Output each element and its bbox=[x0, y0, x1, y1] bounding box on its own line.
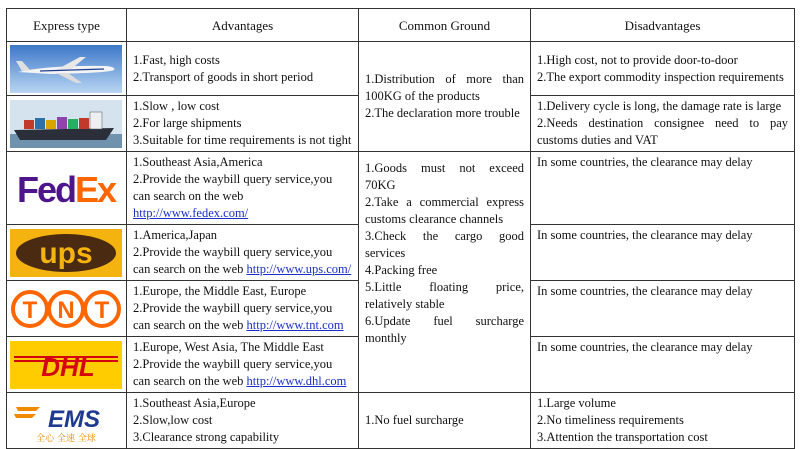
svg-text:T: T bbox=[94, 296, 110, 324]
list-item: 2.Take a commercial express customs clearance channels bbox=[365, 195, 524, 226]
svg-text:EMS: EMS bbox=[47, 405, 101, 433]
list-item: 2.Needs destination consignee need to pay customs duties and VAT bbox=[537, 116, 788, 147]
list-item: 2.Transport of goods in short period bbox=[133, 69, 314, 84]
list-item: 2.Provide the waybill query service,you can search on the web bbox=[133, 301, 333, 332]
list-item: 1.Europe, the Middle East, Europe bbox=[133, 284, 307, 298]
table-row bbox=[7, 393, 795, 449]
svg-text:ups: ups bbox=[39, 236, 93, 270]
header-common-ground: Common Ground bbox=[359, 9, 531, 42]
dhl-icon bbox=[10, 341, 122, 389]
list-item: 1.Europe, West Asia, The Middle East bbox=[133, 340, 324, 354]
ems-icon bbox=[10, 397, 122, 445]
list-item: 3.Attention the transportation cost bbox=[537, 430, 708, 444]
dhl-disadvantages: In some countries, the clearance may delay bbox=[531, 337, 795, 393]
courier-common-ground bbox=[359, 152, 531, 393]
list-item: 2.Provide the waybill query service,you can search on the web bbox=[133, 245, 333, 276]
list-item: 2.Provide the waybill query service,you can search on the web bbox=[133, 357, 333, 388]
fedex-disadvantages: In some countries, the clearance may delay bbox=[531, 152, 795, 225]
list-item: 1.Large volume bbox=[537, 396, 616, 410]
dhl-logo bbox=[7, 337, 127, 393]
list-item: 6.Update fuel surcharge monthly bbox=[365, 314, 524, 345]
list-item: 1.Southeast Asia,Europe bbox=[133, 396, 256, 410]
list-item: 1.Delivery cycle is long, the damage rate is large bbox=[537, 99, 782, 113]
fedex-icon bbox=[10, 164, 122, 212]
ems-common-ground: 1.No fuel surcharge bbox=[359, 393, 531, 449]
air-freight-advantages bbox=[127, 42, 359, 96]
tnt-link[interactable]: http://www.tnt.com bbox=[246, 318, 344, 332]
air-freight-image bbox=[7, 42, 127, 96]
ups-link[interactable]: http://www.ups.com/ bbox=[246, 262, 352, 276]
header-express-type: Express type bbox=[7, 9, 127, 42]
list-item: 2.No timeliness requirements bbox=[537, 413, 684, 427]
list-item: 2.The declaration more trouble bbox=[365, 106, 520, 120]
list-item: 2.Slow,low cost bbox=[133, 413, 213, 427]
ems-advantages bbox=[127, 393, 359, 449]
dhl-link[interactable]: http://www.dhl.com bbox=[246, 374, 347, 388]
list-item: 1.Distribution of more than 100KG of the products bbox=[365, 72, 524, 103]
tnt-logo bbox=[7, 281, 127, 337]
header-disadvantages: Disadvantages bbox=[531, 9, 795, 42]
express-comparison-table bbox=[6, 8, 795, 449]
list-item: 1.Fast, high costs bbox=[133, 52, 220, 67]
ups-advantages bbox=[127, 225, 359, 281]
air-freight-disadvantages bbox=[531, 42, 795, 96]
header-row bbox=[7, 9, 795, 42]
tnt-icon bbox=[10, 285, 122, 333]
list-item: 5.Little floating price, relatively stable bbox=[365, 280, 524, 311]
tnt-disadvantages: In some countries, the clearance may delay bbox=[531, 281, 795, 337]
list-item: 3.Suitable for time requirements is not tight bbox=[133, 133, 352, 147]
table-row bbox=[7, 42, 795, 96]
svg-text:T: T bbox=[22, 296, 38, 324]
ups-disadvantages: In some countries, the clearance may delay bbox=[531, 225, 795, 281]
ups-logo bbox=[7, 225, 127, 281]
list-item: 2.For large shipments bbox=[133, 116, 242, 130]
list-item: 1.Goods must not exceed 70KG bbox=[365, 161, 524, 192]
list-item: 1.Slow , low cost bbox=[133, 99, 220, 113]
header-advantages: Advantages bbox=[127, 9, 359, 42]
svg-text:N: N bbox=[57, 296, 75, 324]
list-item: 2.Provide the waybill query service,you can search on the web bbox=[133, 172, 333, 203]
fedex-logo bbox=[7, 152, 127, 225]
sea-freight-disadvantages bbox=[531, 96, 795, 152]
tnt-advantages bbox=[127, 281, 359, 337]
list-item: 1.America,Japan bbox=[133, 228, 217, 242]
list-item: 2.The export commodity inspection requirements bbox=[537, 69, 784, 84]
list-item: 1.Southeast Asia,America bbox=[133, 155, 263, 169]
cargo-ship-icon bbox=[10, 100, 122, 148]
ems-disadvantages bbox=[531, 393, 795, 449]
transport-common-ground bbox=[359, 42, 531, 152]
sea-freight-image bbox=[7, 96, 127, 152]
airplane-icon bbox=[10, 45, 122, 93]
sea-freight-advantages bbox=[127, 96, 359, 152]
list-item: 3.Check the cargo good services bbox=[365, 229, 524, 260]
list-item: 3.Clearance strong capability bbox=[133, 430, 280, 444]
fedex-link[interactable]: http://www.fedex.com/ bbox=[133, 206, 249, 220]
table-row bbox=[7, 152, 795, 225]
fedex-advantages bbox=[127, 152, 359, 225]
ups-icon bbox=[10, 229, 122, 277]
dhl-advantages bbox=[127, 337, 359, 393]
list-item: 1.High cost, not to provide door-to-door bbox=[537, 52, 738, 67]
svg-text:FedEx: FedEx bbox=[16, 169, 116, 210]
list-item: 4.Packing free bbox=[365, 263, 438, 277]
svg-text:DHL: DHL bbox=[41, 351, 95, 382]
ems-logo bbox=[7, 393, 127, 449]
ems-slogan: 全心 全速 全球 bbox=[36, 433, 96, 444]
